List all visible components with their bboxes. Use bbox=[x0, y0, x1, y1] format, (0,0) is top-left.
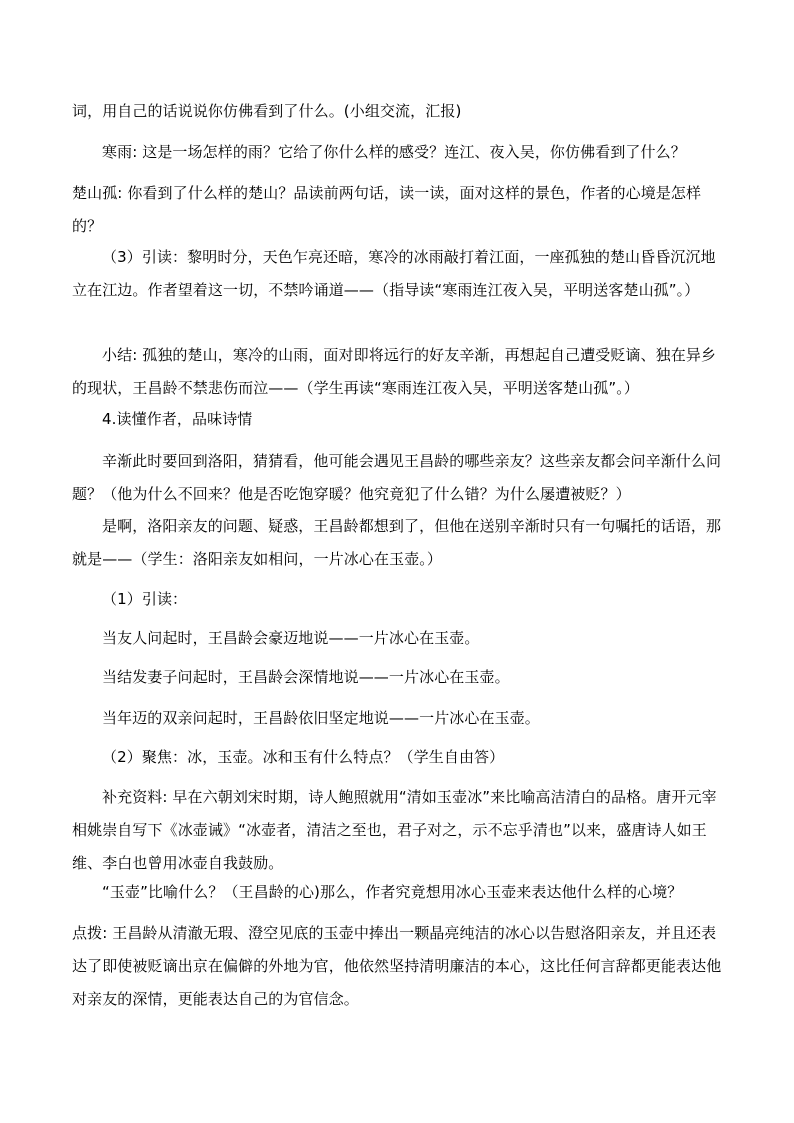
paragraph-10: 当友人问起时，王昌龄会豪迈地说——一片冰心在玉壶。 bbox=[102, 629, 480, 647]
paragraph-16: 点拨: 王昌龄从清澈无瑕、澄空见底的玉壶中捧出一颗晶亮纯洁的冰心以告慰洛阳亲友，并且还表达了即使被贬谪出京在偏僻的外地为官，他依然坚持清明廉洁的本心，这比任何言辞都更能表达他对亲友的深情，更能表达自己的为官信念。 bbox=[72, 924, 722, 1008]
paragraph-2: 寒雨: 这是一场怎样的雨？它给了你什么样的感受？连江、夜入吴，你仿佛看到了什么？ bbox=[102, 143, 686, 161]
paragraph-15: “玉壶”比喻什么？（王昌龄的心)那么，作者究竟想用冰心玉壶来表达他什么样的心境？ bbox=[102, 883, 683, 901]
paragraph-11: 当结发妻子问起时，王昌龄会深情地说——一片冰心在玉壶。 bbox=[102, 668, 510, 686]
paragraph-12: 当年迈的双亲问起时，王昌龄依旧坚定地说——一片冰心在玉壶。 bbox=[102, 709, 540, 727]
paragraph-3: 楚山孤: 你看到了什么样的楚山？品读前两句话，读一读，面对这样的景色，作者的心境是怎样的？ bbox=[72, 184, 702, 235]
paragraph-8: 是啊，洛阳亲友的问题、疑惑，王昌龄都想到了，但他在送别辛渐时只有一句嘱托的话语，那就是——（学生：洛阳亲友如相问，一片冰心在玉壶。） bbox=[72, 517, 722, 568]
paragraph-14: 补充资料: 早在六朝刘宋时期，诗人鲍照就用“清如玉壶冰”来比喻高洁清白的品格。唐开元宰相姚崇自写下《冰壶诫》“冰壶者，清洁之至也，君子对之，示不忘乎清也”以来，盛唐诗人如王维、李白也曾用冰壶自我鼓励。 bbox=[72, 788, 717, 872]
paragraph-9: （1）引读： bbox=[102, 590, 188, 608]
paragraph-13: （2）聚焦：冰，玉壶。冰和玉有什么特点？（学生自由答） bbox=[102, 748, 505, 766]
paragraph-1: 词，用自己的话说说你仿佛看到了什么。(小组交流，汇报) bbox=[72, 102, 462, 120]
paragraph-5: 小结: 孤独的楚山，寒冷的山雨，面对即将远行的好友辛渐，再想起自己遭受贬谪、独在异乡的现状，王昌龄不禁悲伤而泣——（学生再读“寒雨连江夜入吴，平明送客楚山孤”。） bbox=[72, 346, 717, 397]
paragraph-4: （3）引读：黎明时分，天色乍亮还暗，寒冷的冰雨敲打着江面，一座孤独的楚山昏昏沉沉地立在江边。作者望着这一切，不禁吟诵道——（指导读“寒雨连江夜入吴，平明送客楚山孤”。） bbox=[72, 248, 716, 299]
section-heading: 4.读懂作者，品味诗情 bbox=[102, 410, 253, 428]
paragraph-7: 辛渐此时要回到洛阳，猜猜看，他可能会遇见王昌龄的哪些亲友？这些亲友都会问辛渐什么问题？（他为什么不回来？他是否吃饱穿暖？他究竟犯了什么错？为什么屡遭被贬？） bbox=[72, 452, 722, 503]
